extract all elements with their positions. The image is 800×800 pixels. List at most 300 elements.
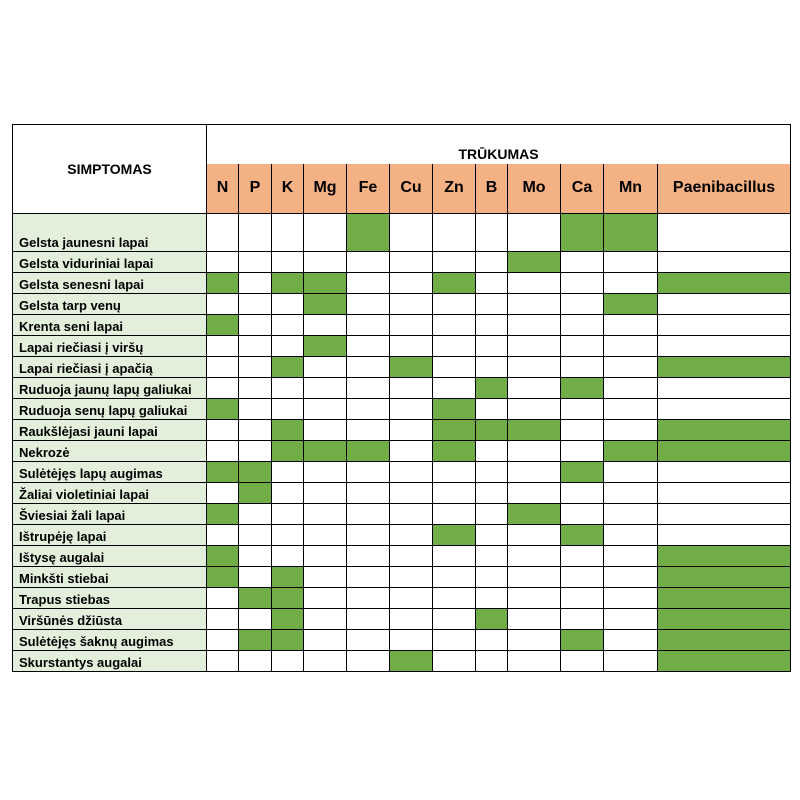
empty-cell — [433, 252, 476, 273]
empty-cell — [239, 420, 272, 441]
empty-cell — [508, 441, 561, 462]
column-header-mn: Mn — [604, 164, 658, 214]
empty-cell — [390, 462, 433, 483]
empty-cell — [476, 214, 508, 252]
marked-cell — [561, 462, 604, 483]
table-row — [13, 294, 791, 315]
empty-cell — [304, 378, 347, 399]
empty-cell — [304, 504, 347, 525]
empty-cell — [604, 630, 658, 651]
marked-cell — [207, 273, 239, 294]
marked-cell — [561, 630, 604, 651]
column-header-k: K — [272, 164, 304, 214]
empty-cell — [347, 252, 390, 273]
empty-cell — [347, 651, 390, 672]
empty-cell — [347, 525, 390, 546]
empty-cell — [239, 651, 272, 672]
empty-cell — [508, 273, 561, 294]
table-row — [13, 315, 791, 336]
empty-cell — [476, 588, 508, 609]
marked-cell — [207, 546, 239, 567]
marked-cell — [433, 441, 476, 462]
empty-cell — [561, 483, 604, 504]
table-row — [13, 399, 791, 420]
empty-cell — [561, 336, 604, 357]
empty-cell — [433, 357, 476, 378]
symptom-label: Gelsta tarp venų — [13, 294, 207, 315]
empty-cell — [433, 462, 476, 483]
marked-cell — [658, 630, 791, 651]
empty-cell — [604, 357, 658, 378]
column-header-ca: Ca — [561, 164, 604, 214]
empty-cell — [239, 252, 272, 273]
empty-cell — [304, 651, 347, 672]
column-header-p: P — [239, 164, 272, 214]
empty-cell — [561, 420, 604, 441]
marked-cell — [561, 378, 604, 399]
empty-cell — [476, 441, 508, 462]
column-header-cu: Cu — [390, 164, 433, 214]
empty-cell — [239, 567, 272, 588]
empty-cell — [304, 546, 347, 567]
empty-cell — [658, 214, 791, 252]
marked-cell — [272, 357, 304, 378]
empty-cell — [390, 273, 433, 294]
marked-cell — [207, 504, 239, 525]
empty-cell — [207, 214, 239, 252]
empty-cell — [433, 294, 476, 315]
empty-cell — [239, 315, 272, 336]
symptom-label: Gelsta jaunesni lapai — [13, 214, 207, 252]
empty-cell — [604, 651, 658, 672]
marked-cell — [658, 357, 791, 378]
empty-cell — [476, 399, 508, 420]
empty-cell — [304, 420, 347, 441]
empty-cell — [207, 609, 239, 630]
empty-cell — [658, 504, 791, 525]
empty-cell — [390, 420, 433, 441]
empty-cell — [604, 567, 658, 588]
empty-cell — [658, 315, 791, 336]
empty-cell — [390, 336, 433, 357]
empty-cell — [272, 651, 304, 672]
empty-cell — [239, 357, 272, 378]
marked-cell — [207, 315, 239, 336]
empty-cell — [561, 315, 604, 336]
empty-cell — [347, 357, 390, 378]
marked-cell — [272, 588, 304, 609]
symptom-label: Minkšti stiebai — [13, 567, 207, 588]
empty-cell — [508, 483, 561, 504]
table-row — [13, 336, 791, 357]
empty-cell — [347, 378, 390, 399]
empty-cell — [207, 630, 239, 651]
table-row — [13, 504, 791, 525]
empty-cell — [658, 462, 791, 483]
empty-cell — [508, 294, 561, 315]
empty-cell — [476, 546, 508, 567]
empty-cell — [347, 630, 390, 651]
empty-cell — [476, 483, 508, 504]
empty-cell — [433, 546, 476, 567]
empty-cell — [561, 504, 604, 525]
marked-cell — [239, 630, 272, 651]
marked-cell — [272, 420, 304, 441]
empty-cell — [561, 441, 604, 462]
empty-cell — [508, 546, 561, 567]
marked-cell — [304, 336, 347, 357]
empty-cell — [390, 546, 433, 567]
marked-cell — [561, 525, 604, 546]
empty-cell — [272, 252, 304, 273]
empty-cell — [561, 546, 604, 567]
empty-cell — [604, 525, 658, 546]
empty-cell — [508, 462, 561, 483]
column-header-fe: Fe — [347, 164, 390, 214]
empty-cell — [239, 525, 272, 546]
empty-cell — [239, 399, 272, 420]
marked-cell — [658, 546, 791, 567]
empty-cell — [604, 315, 658, 336]
symptom-label: Žaliai violetiniai lapai — [13, 483, 207, 504]
empty-cell — [604, 504, 658, 525]
marked-cell — [508, 252, 561, 273]
empty-cell — [304, 315, 347, 336]
empty-cell — [604, 252, 658, 273]
marked-cell — [433, 420, 476, 441]
marked-cell — [508, 504, 561, 525]
empty-cell — [508, 336, 561, 357]
empty-cell — [433, 651, 476, 672]
empty-cell — [347, 315, 390, 336]
symptom-label: Šviesiai žali lapai — [13, 504, 207, 525]
empty-cell — [207, 252, 239, 273]
symptom-label: Krenta seni lapai — [13, 315, 207, 336]
marked-cell — [476, 609, 508, 630]
empty-cell — [658, 294, 791, 315]
empty-cell — [347, 546, 390, 567]
marked-cell — [561, 214, 604, 252]
empty-cell — [239, 504, 272, 525]
table-body — [13, 214, 791, 672]
empty-cell — [476, 336, 508, 357]
table-row — [13, 357, 791, 378]
marked-cell — [239, 483, 272, 504]
empty-cell — [604, 483, 658, 504]
empty-cell — [272, 462, 304, 483]
marked-cell — [433, 273, 476, 294]
marked-cell — [508, 420, 561, 441]
empty-cell — [304, 252, 347, 273]
table-row — [13, 567, 791, 588]
column-header-zn: Zn — [433, 164, 476, 214]
marked-cell — [272, 567, 304, 588]
empty-cell — [347, 273, 390, 294]
symptom-label: Sulėtėjęs lapų augimas — [13, 462, 207, 483]
empty-cell — [347, 588, 390, 609]
empty-cell — [604, 420, 658, 441]
empty-cell — [347, 399, 390, 420]
table-row — [13, 588, 791, 609]
empty-cell — [390, 214, 433, 252]
empty-cell — [239, 273, 272, 294]
table-row — [13, 378, 791, 399]
symptom-label: Gelsta viduriniai lapai — [13, 252, 207, 273]
empty-cell — [207, 420, 239, 441]
marked-cell — [207, 567, 239, 588]
marked-cell — [658, 588, 791, 609]
empty-cell — [604, 588, 658, 609]
empty-cell — [304, 214, 347, 252]
empty-cell — [239, 378, 272, 399]
empty-cell — [508, 357, 561, 378]
empty-cell — [207, 651, 239, 672]
empty-cell — [347, 567, 390, 588]
empty-cell — [304, 609, 347, 630]
empty-cell — [561, 273, 604, 294]
empty-cell — [433, 315, 476, 336]
symptom-label: Gelsta senesni lapai — [13, 273, 207, 294]
table-row — [13, 420, 791, 441]
empty-cell — [207, 441, 239, 462]
column-header-b: B — [476, 164, 508, 214]
empty-cell — [390, 399, 433, 420]
empty-cell — [433, 336, 476, 357]
empty-cell — [604, 399, 658, 420]
empty-cell — [207, 483, 239, 504]
empty-cell — [604, 273, 658, 294]
empty-cell — [658, 378, 791, 399]
symptom-label: Ruduoja jaunų lapų galiukai — [13, 378, 207, 399]
column-header-mg: Mg — [304, 164, 347, 214]
marked-cell — [476, 378, 508, 399]
empty-cell — [561, 567, 604, 588]
empty-cell — [239, 609, 272, 630]
empty-cell — [272, 399, 304, 420]
table-row — [13, 462, 791, 483]
marked-cell — [658, 609, 791, 630]
empty-cell — [347, 504, 390, 525]
marked-cell — [304, 441, 347, 462]
empty-cell — [239, 441, 272, 462]
empty-cell — [272, 294, 304, 315]
empty-cell — [476, 315, 508, 336]
column-header-mo: Mo — [508, 164, 561, 214]
empty-cell — [207, 525, 239, 546]
empty-cell — [272, 525, 304, 546]
empty-cell — [272, 483, 304, 504]
table-row — [13, 214, 791, 252]
empty-cell — [508, 630, 561, 651]
empty-cell — [433, 214, 476, 252]
symptom-label: Raukšlėjasi jauni lapai — [13, 420, 207, 441]
empty-cell — [433, 378, 476, 399]
empty-cell — [304, 567, 347, 588]
empty-cell — [561, 294, 604, 315]
empty-cell — [476, 357, 508, 378]
empty-cell — [433, 588, 476, 609]
empty-cell — [207, 588, 239, 609]
table-row — [13, 273, 791, 294]
marked-cell — [433, 399, 476, 420]
empty-cell — [561, 651, 604, 672]
empty-cell — [272, 315, 304, 336]
empty-cell — [347, 483, 390, 504]
empty-cell — [658, 483, 791, 504]
symptom-label: Viršūnės džiūsta — [13, 609, 207, 630]
table-row — [13, 651, 791, 672]
symptom-label: Skurstantys augalai — [13, 651, 207, 672]
table-row — [13, 630, 791, 651]
empty-cell — [347, 609, 390, 630]
symptom-header: SIMPTOMAS — [13, 125, 207, 214]
empty-cell — [508, 609, 561, 630]
deficiency-table-container — [12, 124, 790, 675]
marked-cell — [272, 441, 304, 462]
empty-cell — [390, 483, 433, 504]
empty-cell — [239, 214, 272, 252]
empty-cell — [658, 399, 791, 420]
empty-cell — [390, 630, 433, 651]
marked-cell — [207, 462, 239, 483]
empty-cell — [508, 378, 561, 399]
empty-cell — [390, 609, 433, 630]
marked-cell — [604, 294, 658, 315]
empty-cell — [347, 336, 390, 357]
marked-cell — [476, 420, 508, 441]
column-header-n: N — [207, 164, 239, 214]
empty-cell — [272, 504, 304, 525]
empty-cell — [508, 315, 561, 336]
empty-cell — [508, 567, 561, 588]
table-row — [13, 609, 791, 630]
marked-cell — [658, 273, 791, 294]
marked-cell — [239, 462, 272, 483]
empty-cell — [390, 504, 433, 525]
empty-cell — [272, 378, 304, 399]
empty-cell — [207, 378, 239, 399]
empty-cell — [604, 462, 658, 483]
empty-cell — [604, 378, 658, 399]
empty-cell — [304, 483, 347, 504]
empty-cell — [272, 214, 304, 252]
empty-cell — [476, 630, 508, 651]
empty-cell — [508, 525, 561, 546]
empty-cell — [207, 357, 239, 378]
deficiency-group-header: TRŪKUMAS — [207, 125, 791, 164]
marked-cell — [347, 214, 390, 252]
empty-cell — [272, 336, 304, 357]
empty-cell — [239, 294, 272, 315]
table-row — [13, 441, 791, 462]
empty-cell — [604, 546, 658, 567]
empty-cell — [347, 294, 390, 315]
table-row — [13, 546, 791, 567]
empty-cell — [390, 294, 433, 315]
empty-cell — [433, 567, 476, 588]
symptom-label: Lapai riečiasi į apačią — [13, 357, 207, 378]
empty-cell — [304, 588, 347, 609]
symptom-label: Ištrupėję lapai — [13, 525, 207, 546]
column-header-paenibacillus: Paenibacillus — [658, 164, 791, 214]
marked-cell — [304, 273, 347, 294]
marked-cell — [207, 399, 239, 420]
empty-cell — [476, 252, 508, 273]
empty-cell — [304, 630, 347, 651]
empty-cell — [508, 214, 561, 252]
empty-cell — [508, 399, 561, 420]
empty-cell — [508, 588, 561, 609]
empty-cell — [561, 357, 604, 378]
empty-cell — [207, 294, 239, 315]
empty-cell — [347, 420, 390, 441]
marked-cell — [272, 273, 304, 294]
marked-cell — [604, 214, 658, 252]
empty-cell — [561, 399, 604, 420]
empty-cell — [390, 252, 433, 273]
marked-cell — [658, 420, 791, 441]
empty-cell — [476, 273, 508, 294]
empty-cell — [304, 399, 347, 420]
empty-cell — [476, 651, 508, 672]
empty-cell — [658, 252, 791, 273]
empty-cell — [304, 525, 347, 546]
marked-cell — [304, 294, 347, 315]
empty-cell — [561, 588, 604, 609]
empty-cell — [476, 525, 508, 546]
symptom-label: Ruduoja senų lapų galiukai — [13, 399, 207, 420]
symptom-label: Trapus stiebas — [13, 588, 207, 609]
empty-cell — [304, 462, 347, 483]
marked-cell — [658, 441, 791, 462]
table-row — [13, 483, 791, 504]
empty-cell — [390, 441, 433, 462]
empty-cell — [239, 336, 272, 357]
symptom-label: Ištysę augalai — [13, 546, 207, 567]
deficiency-table — [12, 124, 791, 672]
empty-cell — [604, 609, 658, 630]
marked-cell — [390, 651, 433, 672]
table-row — [13, 252, 791, 273]
empty-cell — [433, 483, 476, 504]
marked-cell — [658, 651, 791, 672]
marked-cell — [433, 525, 476, 546]
empty-cell — [658, 336, 791, 357]
empty-cell — [476, 504, 508, 525]
marked-cell — [272, 609, 304, 630]
symptom-label: Lapai riečiasi į viršų — [13, 336, 207, 357]
empty-cell — [207, 336, 239, 357]
empty-cell — [476, 567, 508, 588]
empty-cell — [561, 252, 604, 273]
empty-cell — [347, 462, 390, 483]
empty-cell — [508, 651, 561, 672]
empty-cell — [239, 546, 272, 567]
empty-cell — [433, 630, 476, 651]
empty-cell — [476, 294, 508, 315]
empty-cell — [390, 315, 433, 336]
empty-cell — [433, 504, 476, 525]
empty-cell — [604, 336, 658, 357]
empty-cell — [561, 609, 604, 630]
marked-cell — [239, 588, 272, 609]
empty-cell — [476, 462, 508, 483]
empty-cell — [304, 357, 347, 378]
symptom-label: Nekrozė — [13, 441, 207, 462]
empty-cell — [272, 546, 304, 567]
empty-cell — [390, 378, 433, 399]
marked-cell — [658, 567, 791, 588]
